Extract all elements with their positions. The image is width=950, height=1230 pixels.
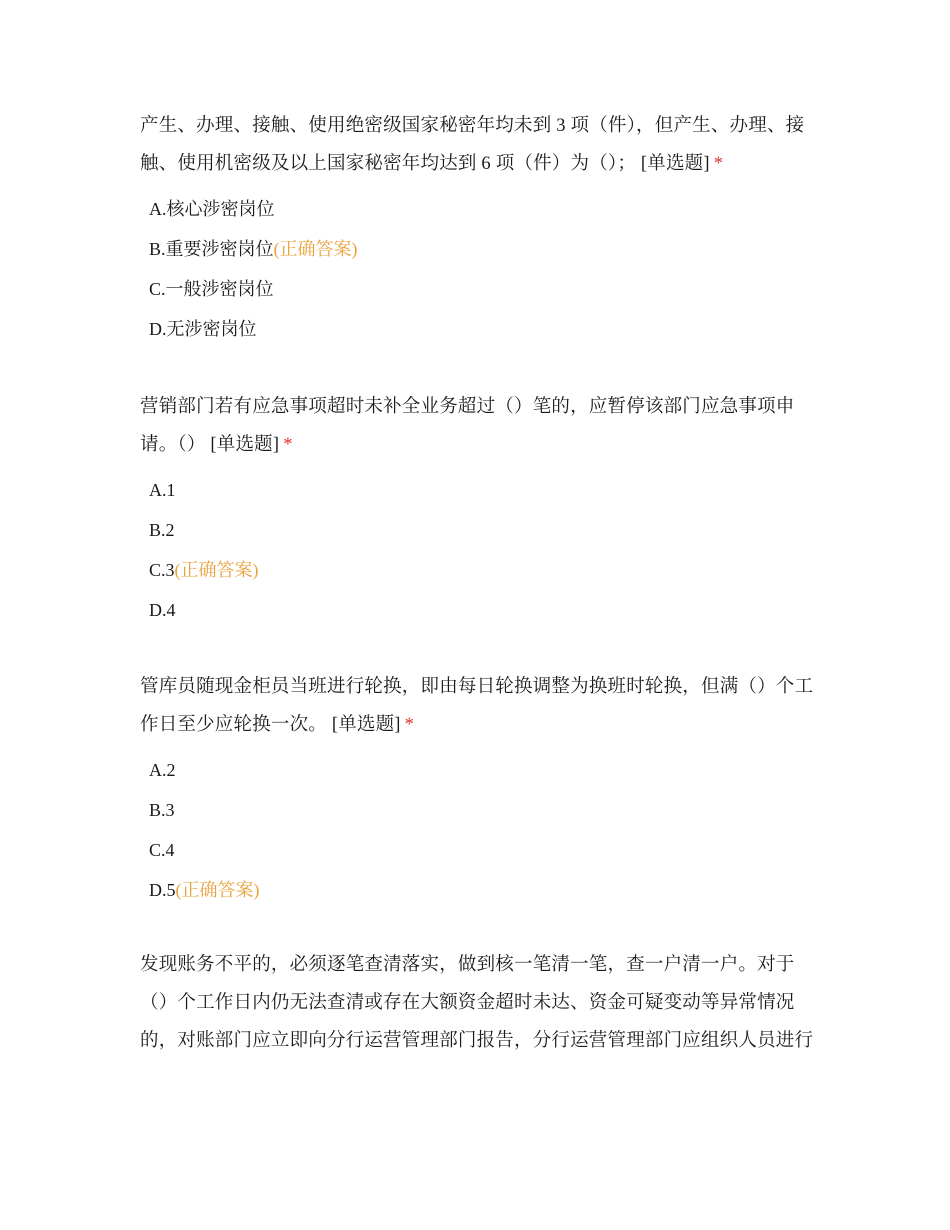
question-stem: 产生、办理、接触、使用绝密级国家秘密年均未到 3 项（件），但产生、办理、接触、使用机密级及以上国家秘密年均达到 6 项（件）为（）； — [140, 116, 805, 174]
option-list — [140, 470, 820, 630]
option-list — [140, 750, 820, 910]
option-d[interactable] — [140, 590, 820, 630]
required-mark: * — [404, 715, 415, 735]
option-label: B.3 — [149, 800, 175, 820]
question-text — [140, 946, 820, 1060]
question-4 — [140, 946, 820, 1060]
required-mark: * — [713, 154, 724, 174]
option-label: B.重要涉密岗位 — [149, 239, 274, 259]
question-text — [140, 388, 820, 464]
option-label: A.1 — [149, 480, 176, 500]
question-stem: 管库员随现金柜员当班进行轮换，即由每日轮换调整为换班时轮换，但满（）个工作日至少应轮换一次。 — [140, 677, 814, 735]
option-label: B.2 — [149, 520, 175, 540]
question-3 — [140, 668, 820, 910]
option-c[interactable] — [140, 550, 820, 590]
required-mark: * — [283, 435, 293, 455]
question-text — [140, 107, 820, 183]
question-stem: 发现账务不平的，必须逐笔查清落实，做到核一笔清一笔，查一户清一户。对于（）个工作日内仍无法查清或存在大额资金超时未达、资金可疑变动等异常情况的，对账部门应立即向分行运营管理部门报告，分行运营管理部门应组织人员进行 — [140, 955, 814, 1051]
question-type: [单选题] — [331, 715, 401, 735]
option-d[interactable] — [140, 309, 820, 349]
option-a[interactable] — [140, 470, 820, 510]
correct-answer-tag: (正确答案) — [175, 880, 260, 900]
option-label: C.4 — [149, 840, 175, 860]
option-label: D.4 — [149, 600, 176, 620]
question-stem: 营销部门若有应急事项超时未补全业务超过（）笔的，应暂停该部门应急事项申请。（） — [140, 397, 795, 455]
question-text — [140, 668, 820, 744]
option-label: C.3 — [149, 560, 175, 580]
option-b[interactable] — [140, 510, 820, 550]
option-c[interactable] — [140, 269, 820, 309]
option-label: A.核心涉密岗位 — [149, 199, 275, 219]
option-label: C.一般涉密岗位 — [149, 279, 274, 299]
option-label: A.2 — [149, 760, 176, 780]
question-2 — [140, 388, 820, 630]
correct-answer-tag: (正确答案) — [174, 560, 259, 580]
option-b[interactable] — [140, 790, 820, 830]
option-list — [140, 189, 820, 349]
option-a[interactable] — [140, 189, 820, 229]
option-label: D.5 — [149, 880, 176, 900]
option-label: D.无涉密岗位 — [149, 319, 257, 339]
correct-answer-tag: (正确答案) — [273, 239, 358, 259]
option-a[interactable] — [140, 750, 820, 790]
option-c[interactable] — [140, 830, 820, 870]
option-d[interactable] — [140, 870, 820, 910]
question-type: [单选题] — [640, 154, 710, 174]
option-b[interactable] — [140, 229, 820, 269]
question-1 — [140, 107, 820, 349]
question-type: [单选题] — [210, 435, 280, 455]
